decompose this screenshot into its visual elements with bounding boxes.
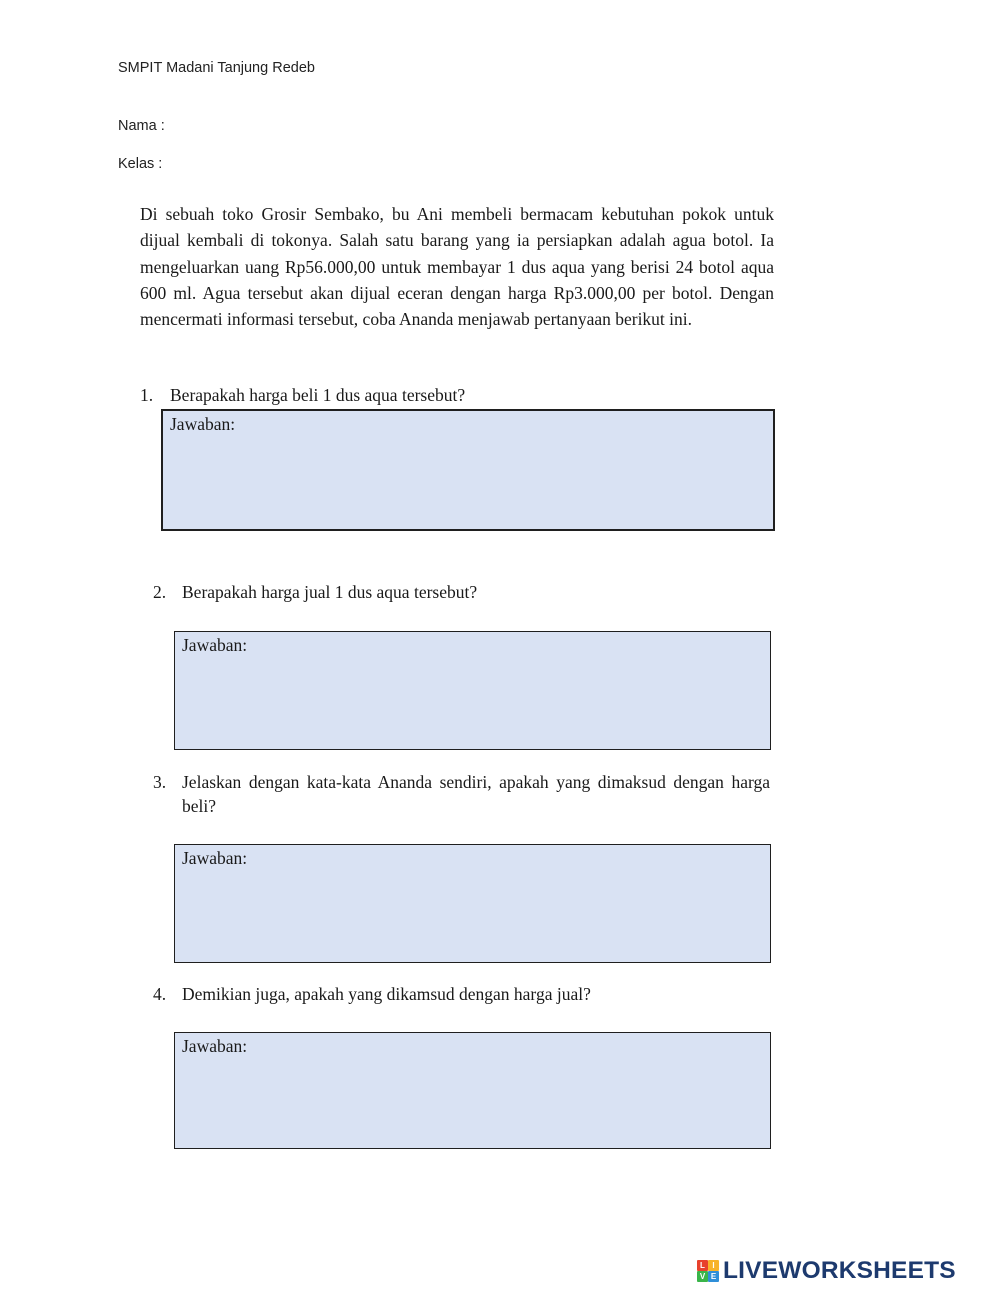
answer-box-3[interactable]	[174, 844, 771, 963]
question-number: 2.	[153, 582, 167, 602]
question-2	[153, 580, 773, 604]
question-text: Jelaskan dengan kata-kata Ananda sendiri, apakah yang dimaksud dengan harga beli?	[182, 772, 770, 816]
answer-box-4[interactable]	[174, 1032, 771, 1149]
question-text: Berapakah harga jual 1 dus aqua tersebut?	[182, 582, 478, 602]
answer-label: Jawaban:	[182, 635, 248, 655]
question-1	[140, 383, 780, 407]
school-name: SMPIT Madani Tanjung Redeb	[118, 60, 315, 76]
liveworksheets-logo-icon	[697, 1260, 719, 1282]
answer-label: Jawaban:	[182, 1036, 248, 1056]
liveworksheets-logo	[697, 1258, 956, 1284]
nama-label: Nama :	[118, 118, 165, 134]
answer-box-1[interactable]	[161, 409, 775, 531]
logo-tile-v: V	[697, 1271, 708, 1282]
answer-box-2[interactable]	[174, 631, 771, 750]
logo-tile-e: E	[708, 1271, 719, 1282]
question-4	[153, 982, 773, 1006]
question-number: 4.	[153, 984, 167, 1004]
kelas-label: Kelas :	[118, 156, 163, 172]
logo-wordmark: LIVEWORKSHEETS	[723, 1257, 956, 1284]
question-3	[153, 770, 773, 818]
answer-label: Jawaban:	[182, 848, 248, 868]
question-text: Berapakah harga beli 1 dus aqua tersebut?	[170, 385, 466, 405]
answer-label: Jawaban:	[170, 414, 236, 434]
logo-tile-l: L	[697, 1260, 708, 1271]
question-number: 1.	[140, 385, 154, 405]
question-number: 3.	[153, 772, 167, 792]
logo-tile-i: I	[708, 1260, 719, 1271]
question-text: Demikian juga, apakah yang dikamsud dengan harga jual?	[182, 984, 591, 1004]
story-passage: Di sebuah toko Grosir Sembako, bu Ani membeli bermacam kebutuhan pokok untuk dijual kembali di tokonya. Salah satu barang yang ia persiapkan adalah agua botol. Ia mengeluarkan uang Rp56.000,00 untuk membayar 1 dus aqua yang berisi 24 botol aqua 600 ml. Agua tersebut akan dijual eceran dengan harga Rp3.000,00 per botol. Dengan mencermati informasi tersebut, coba Ananda menjawab pertanyaan berikut ini.	[140, 204, 774, 330]
